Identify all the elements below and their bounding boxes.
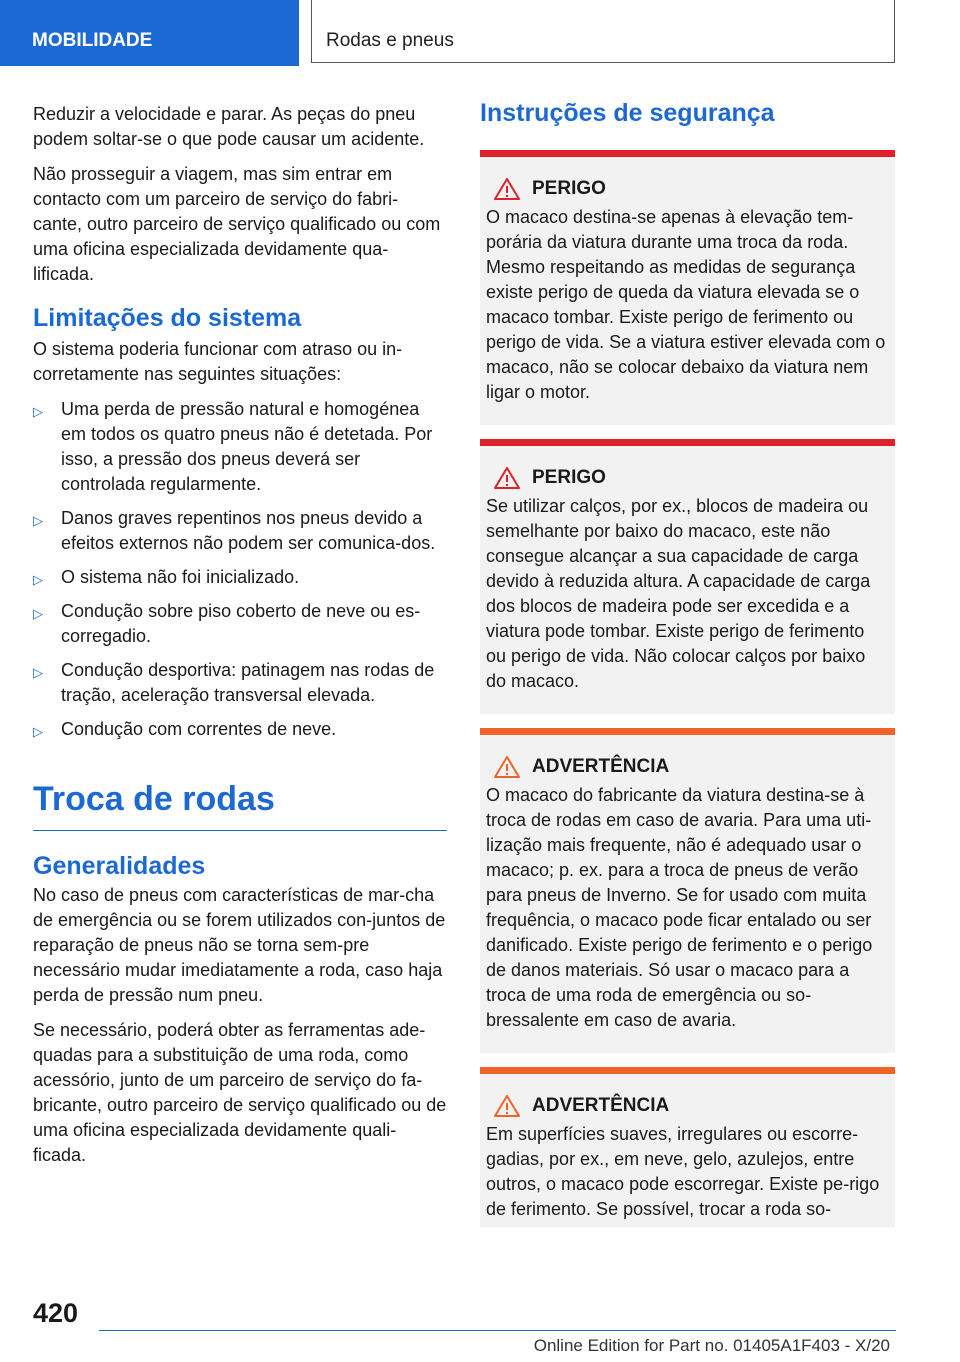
general-paragraph-2: Se necessário, poderá obter as ferramentas ade-quadas para a substituição de uma roda, como acessório, junto de um parceiro de serviço do fa-bricante, outro parceiro de serviço qualificado ou de uma oficina especializada devidamente quali-ficada. (33, 1020, 447, 1165)
limitations-list (33, 397, 447, 742)
warning-triangle-icon (494, 178, 520, 200)
bullet-triangle-icon: ▷ (33, 404, 43, 419)
intro-paragraph-2: Não prosseguir a viagem, mas sim entrar em contacto com um parceiro de serviço do fabri-cante, outro parceiro de serviço qualificado ou com uma oficina especializada devidamente qua-lificada. (33, 164, 441, 284)
warning-box (480, 1067, 895, 1227)
list-item: ▷ Condução com correntes de neve. (33, 717, 447, 742)
warning-box (480, 728, 895, 1053)
footer-edition: Online Edition for Part no. 01405A1F403 - X/20 (533, 1336, 890, 1355)
warning-text: O macaco do fabricante da viatura destina-se à troca de rodas em caso de avaria. Para uma uti-lização mais frequente, não é adequado usar o macaco; p. ex. para a troca de pneus de verão para pneus de Inverno. Se for usado com muita frequência, o macaco pode ficar entalado ou ser danificado. Existe perigo de ferimento e o perigo de danos materiais. Só usar o macaco para a troca de uma roda de emergência ou so-bressalente em caso de avaria. (486, 785, 873, 1030)
limitations-heading: Limitações do sistema (33, 304, 302, 332)
warning-triangle-icon (494, 1095, 520, 1117)
general-paragraph-1: No caso de pneus com características de mar-cha de emergência ou se forem utilizados con-juntos de reparação de pneus não se torna sem-pre necessário mudar imediatamente a roda, caso haja perda de pressão num pneu. (33, 885, 446, 1005)
warning-label: PERIGO (532, 178, 606, 199)
list-item: ▷ O sistema não foi inicializado. (33, 565, 447, 590)
list-item: ▷ Danos graves repentinos nos pneus devido a efeitos externos não podem ser comunica-dos. (33, 508, 436, 553)
safety-heading: Instruções de segurança (480, 99, 775, 127)
warning-text: O macaco destina-se apenas à elevação tem-porária da viatura durante uma troca da roda. Mesmo respeitando as medidas de segurança existe perigo de queda da viatura elevada se o macaco tombar. Existe perigo de ferimento ou perigo de vida. Se a viatura estiver elevada com o macaco, não se colocar debaixo da viatura nem ligar o motor. (486, 207, 886, 402)
warning-label: ADVERTÊNCIA (532, 1095, 670, 1116)
warning-label: PERIGO (532, 467, 606, 488)
section-tab: MOBILIDADE (0, 0, 299, 66)
section-title: Troca de rodas (33, 778, 447, 831)
bullet-triangle-icon: ▷ (33, 665, 43, 680)
list-item: ▷ Condução desportiva: patinagem nas rodas de tração, aceleração transversal elevada. (33, 660, 435, 705)
bullet-triangle-icon: ▷ (33, 724, 43, 739)
topic-tab: Rodas e pneus (311, 0, 895, 63)
bullet-triangle-icon: ▷ (33, 572, 43, 587)
list-item: ▷ Uma perda de pressão natural e homogénea em todos os quatro pneus não é detetada. Por isso, a pressão dos pneus deverá ser controlada regularmente. (33, 399, 433, 494)
bullet-triangle-icon: ▷ (33, 513, 43, 528)
left-column (33, 102, 447, 1178)
limitations-intro: O sistema poderia funcionar com atraso ou in-corretamente nas seguintes situações: (33, 339, 403, 384)
list-item: ▷ Condução sobre piso coberto de neve ou es-corregadio. (33, 601, 421, 646)
footer-divider (99, 1330, 896, 1331)
warning-label: ADVERTÊNCIA (532, 756, 670, 777)
right-column (480, 98, 895, 1227)
intro-paragraph-1: Reduzir a velocidade e parar. As peças do pneu podem soltar-se o que pode causar um acidente. (33, 104, 425, 149)
bullet-triangle-icon: ▷ (33, 606, 43, 621)
danger-box (480, 150, 895, 425)
warning-triangle-icon (494, 467, 520, 489)
warning-triangle-icon (494, 756, 520, 778)
warning-text: Em superfícies suaves, irregulares ou escorre-gadias, por ex., em neve, gelo, azulejos, entre outros, o macaco pode escorregar. Existe pe-rigo de ferimento. Se possível, trocar a roda so- (486, 1124, 880, 1219)
warning-text: Se utilizar calços, por ex., blocos de madeira ou semelhante por baixo do macaco, este não consegue alcançar a sua capacidade de carga devido à reduzida altura. A capacidade de carga dos blocos de madeira pode ser excedida e a viatura pode tombar. Existe perigo de ferimento ou perigo de vida. Não colocar calços por baixo do macaco. (486, 496, 871, 691)
general-heading: Generalidades (33, 852, 206, 880)
danger-box (480, 439, 895, 714)
page-number: 420 (33, 1298, 79, 1328)
